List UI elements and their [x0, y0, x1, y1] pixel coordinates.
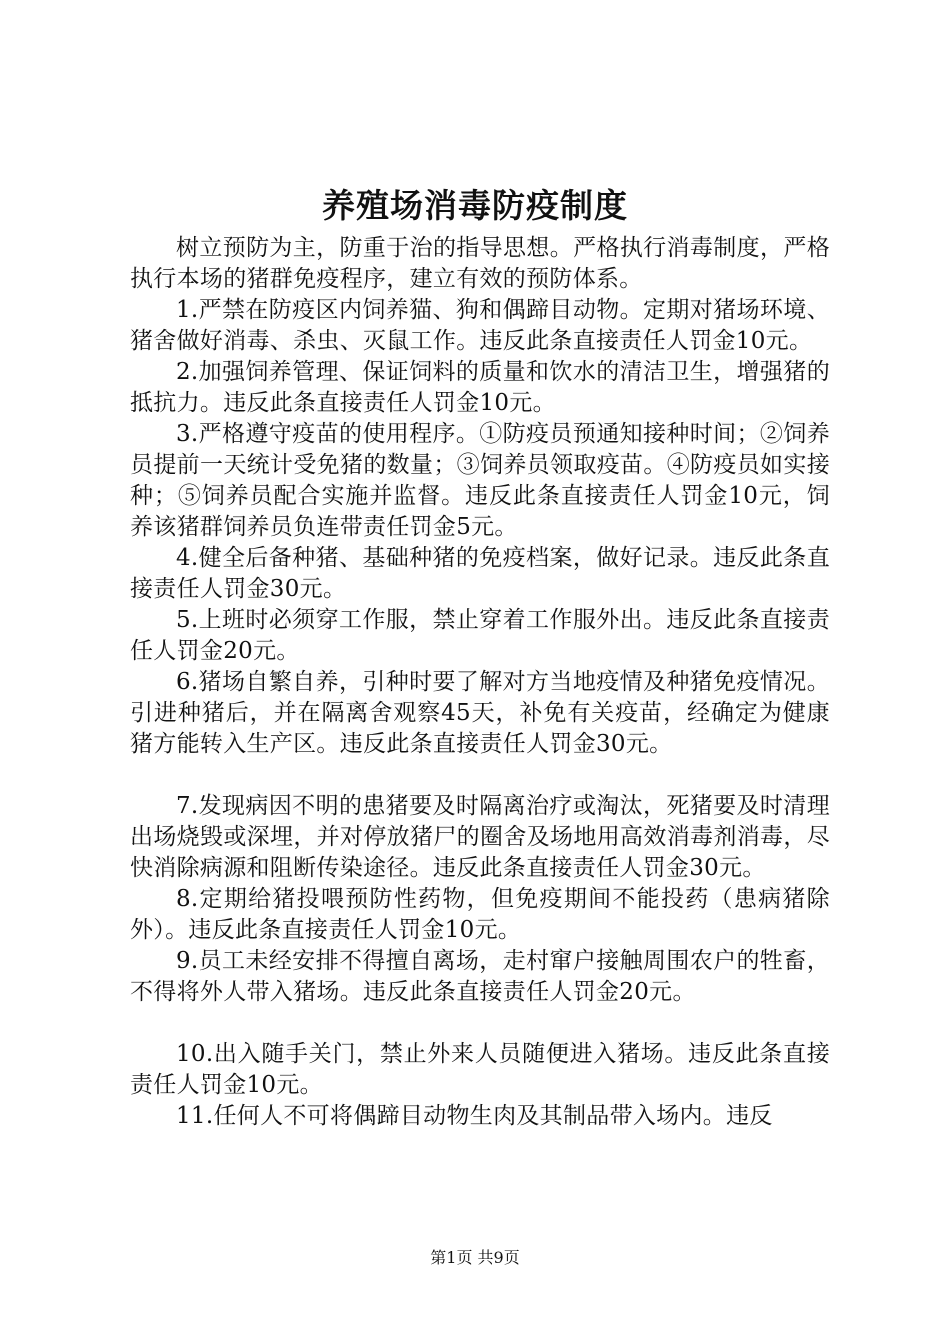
rule-10-paragraph: 10.出入随手关门，禁止外来人员随便进入猪场。违反此条直接责任人罚金10元。 — [130, 1041, 830, 1098]
rule-2-paragraph: 2.加强饲养管理、保证饲料的质量和饮水的清洁卫生，增强猪的抵抗力。违反此条直接责任人罚金10元。 — [130, 359, 830, 416]
document-title: 养殖场消毒防疫制度 — [322, 186, 628, 225]
rule-4-paragraph: 4.健全后备种猪、基础种猪的免疫档案，做好记录。违反此条直接责任人罚金30元。 — [130, 545, 830, 602]
rule-7-paragraph: 7.发现病因不明的患猪要及时隔离治疗或淘汰，死猪要及时清理出场烧毁或深埋，并对停放猪尸的圈舍及场地用高效消毒剂消毒，尽快消除病源和阻断传染途径。违反此条直接责任人罚金30元。 — [130, 793, 830, 881]
rule-6-paragraph: 6.猪场自繁自养，引种时要了解对方当地疫情及种猪免疫情况。引进种猪后，并在隔离舍观察45天，补免有关疫苗，经确定为健康猪方能转入生产区。违反此条直接责任人罚金30元。 — [130, 669, 830, 757]
rule-9-paragraph: 9.员工未经安排不得擅自离场，走村窜户接触周围农户的牲畜，不得将外人带入猪场。违反此条直接责任人罚金20元。 — [130, 948, 830, 1005]
rule-3-paragraph: 3.严格遵守疫苗的使用程序。①防疫员预通知接种时间；②饲养员提前一天统计受免猪的数量；③饲养员领取疫苗。④防疫员如实接种；⑤饲养员配合实施并监督。违反此条直接责任人罚金10元，饲养该猪群饲养员负连带责任罚金5元。 — [130, 421, 830, 540]
rule-8-paragraph: 8.定期给猪投喂预防性药物，但免疫期间不能投药（患病猪除外）。违反此条直接责任人罚金10元。 — [130, 886, 830, 943]
rule-1-paragraph: 1.严禁在防疫区内饲养猫、狗和偶蹄目动物。定期对猪场环境、猪舍做好消毒、杀虫、灭鼠工作。违反此条直接责任人罚金10元。 — [130, 297, 830, 354]
rule-11-paragraph: 11.任何人不可将偶蹄目动物生肉及其制品带入场内。违反 — [176, 1103, 773, 1129]
rule-5-paragraph: 5.上班时必须穿工作服，禁止穿着工作服外出。违反此条直接责任人罚金20元。 — [130, 607, 830, 664]
intro-paragraph: 树立预防为主，防重于治的指导思想。严格执行消毒制度，严格执行本场的猪群免疫程序，建立有效的预防体系。 — [130, 235, 830, 292]
document-body — [130, 233, 830, 1132]
page-number-footer: 第1页 共9页 — [430, 1248, 520, 1267]
